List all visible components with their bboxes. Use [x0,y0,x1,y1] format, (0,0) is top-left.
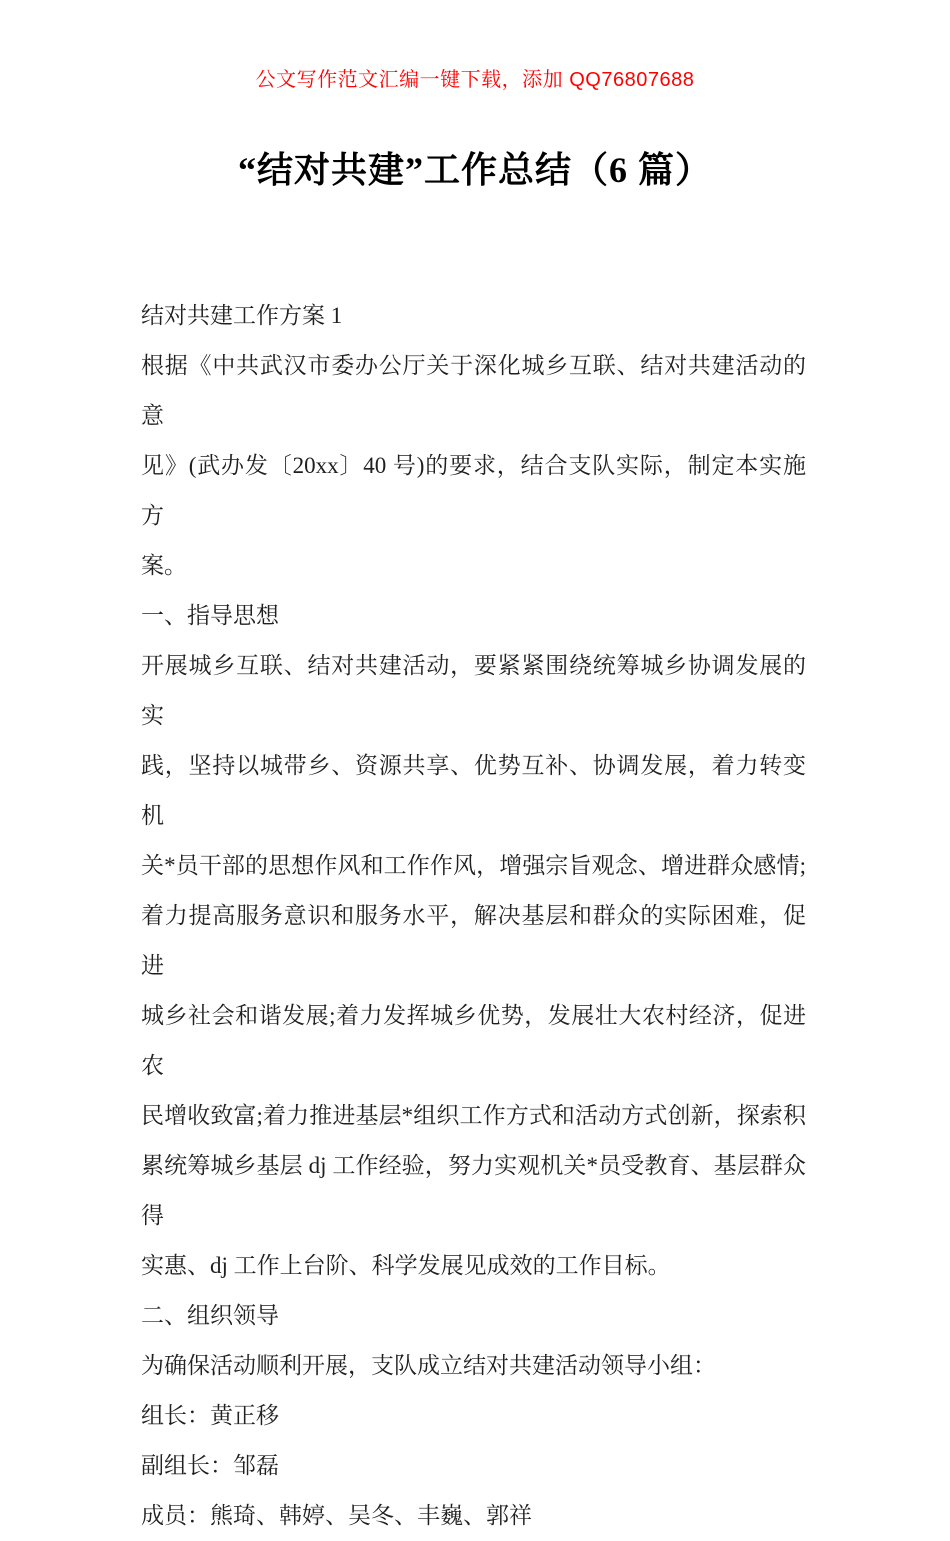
section-heading: 二、组织领导 [141,1303,279,1328]
paragraph-line: 关*员干部的思想作风和工作作风，增强宗旨观念、增进群众感情; [141,853,806,878]
paragraph-line: 开展城乡互联、结对共建活动，要紧紧围绕统筹城乡协调发展的实 [141,653,806,728]
document-title: “结对共建”工作总结（6 篇） [237,150,712,190]
section-heading: 一、指导思想 [141,603,279,628]
paragraph-line: 实惠、dj 工作上台阶、科学发展见成效的工作目标。 [141,1253,671,1278]
paragraph-line: 组长：黄正移 [141,1403,279,1428]
paragraph-line: 案。 [141,553,187,578]
paragraph-line: 副组长：邹磊 [141,1453,279,1478]
paragraph-line: 城乡社会和谐发展;着力发挥城乡优势，发展壮大农村经济，促进农 [141,1003,806,1078]
promo-banner: 公文写作范文汇编一键下载，添加 QQ76807688 [255,69,695,91]
paragraph-line: 根据《中共武汉市委办公厅关于深化城乡互联、结对共建活动的意 [141,353,806,428]
paragraph-line: 累统筹城乡基层 dj 工作经验，努力实观机关*员受教育、基层群众得 [141,1153,806,1228]
paragraph-line: 见》(武办发〔20xx〕40 号)的要求，结合支队实际，制定本实施方 [141,453,806,528]
paragraph-line: 结对共建工作方案 1 [141,303,343,328]
paragraph-line: 为确保活动顺利开展，支队成立结对共建活动领导小组： [141,1353,716,1378]
paragraph-line: 成员：熊琦、韩婷、吴冬、丰巍、郭祥 [141,1503,532,1528]
document-body [141,291,806,1541]
paragraph-line: 民增收致富;着力推进基层*组织工作方式和活动方式创新，探索积 [141,1103,806,1128]
paragraph-line: 践，坚持以城带乡、资源共享、优势互补、协调发展，着力转变机 [141,753,806,828]
paragraph-line: 着力提高服务意识和服务水平，解决基层和群众的实际困难，促进 [141,903,806,978]
